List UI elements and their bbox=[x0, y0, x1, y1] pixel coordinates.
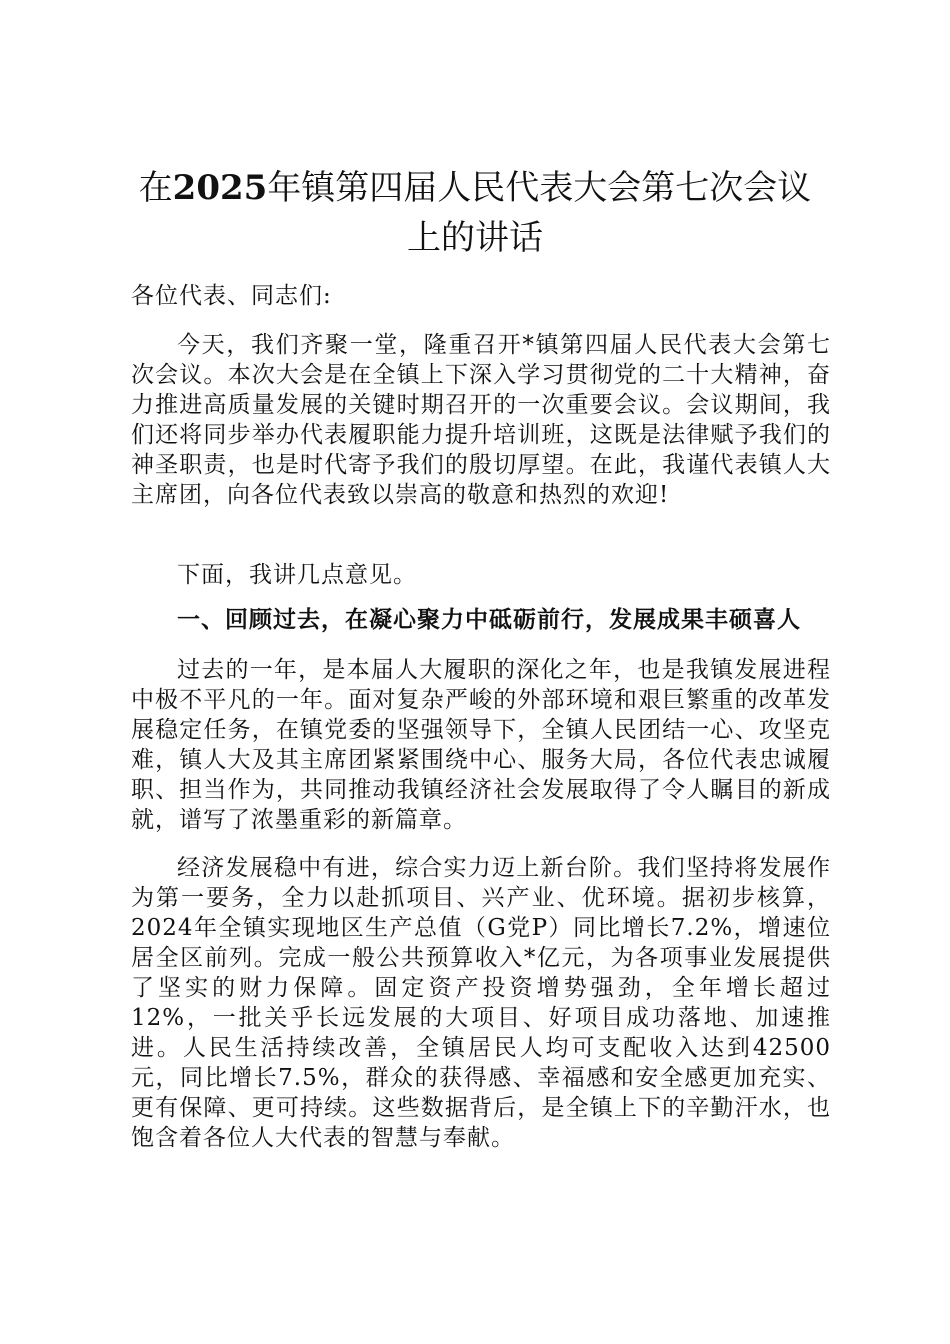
paragraph-transition: 下面，我讲几点意见。 bbox=[177, 562, 417, 588]
document-title bbox=[110, 163, 840, 263]
paragraph-opening: 今天，我们齐聚一堂，隆重召开*镇第四届人民代表大会第七次会议。本次大会是在全镇上下深入学习贯彻党的二十大精神，奋力推进高质量发展的关键时期召开的一次重要会议。会议期间，我们还将同步举办代表履职能力提升培训班，这既是法律赋予我们的神圣职责，也是时代寄予我们的殷切厚望。在此，我谨代表镇人大主席团，向各位代表致以崇高的敬意和热烈的欢迎! bbox=[131, 332, 831, 508]
section-heading-1: 一、回顾过去，在凝心聚力中砥砺前行，发展成果丰硕喜人 bbox=[177, 606, 801, 633]
paragraph-review: 过去的一年，是本届人大履职的深化之年，也是我镇发展进程中极不平凡的一年。面对复杂严峻的外部环境和艰巨繁重的改革发展稳定任务，在镇党委的坚强领导下，全镇人民团结一心、攻坚克难，镇人大及其主席团紧紧围绕中心、服务大局，各位代表忠诚履职、担当作为，共同推动我镇经济社会发展取得了令人瞩目的新成就，谱写了浓墨重彩的新篇章。 bbox=[131, 657, 831, 833]
title-line2: 上的讲话 bbox=[407, 218, 543, 258]
salutation: 各位代表、同志们: bbox=[131, 283, 332, 309]
paragraph-economy: 经济发展稳中有进，综合实力迈上新台阶。我们坚持将发展作为第一要务，全力以赴抓项目、兴产业、优环境。据初步核算，2024年全镇实现地区生产总值（G党P）同比增长7.2%，增速位居全区前列。完成一般公共预算收入*亿元，为各项事业发展提供了坚实的财力保障。固定资产投资增势强劲，全年增长超过12%，一批关乎长远发展的大项目、好项目成功落地、加速推进。人民生活持续改善，全镇居民人均可支配收入达到42500元，同比增长7.5%，群众的获得感、幸福感和安全感更加充实、更有保障、更可持续。这些数据背后，是全镇上下的辛勤汗水，也饱含着各位人大代表的智慧与奉献。 bbox=[131, 855, 831, 1151]
title-year: 2025 bbox=[172, 168, 268, 208]
title-line1-rest: 年镇第四届人民代表大会第七次会议 bbox=[267, 168, 812, 208]
title-prefix: 在 bbox=[138, 168, 173, 208]
